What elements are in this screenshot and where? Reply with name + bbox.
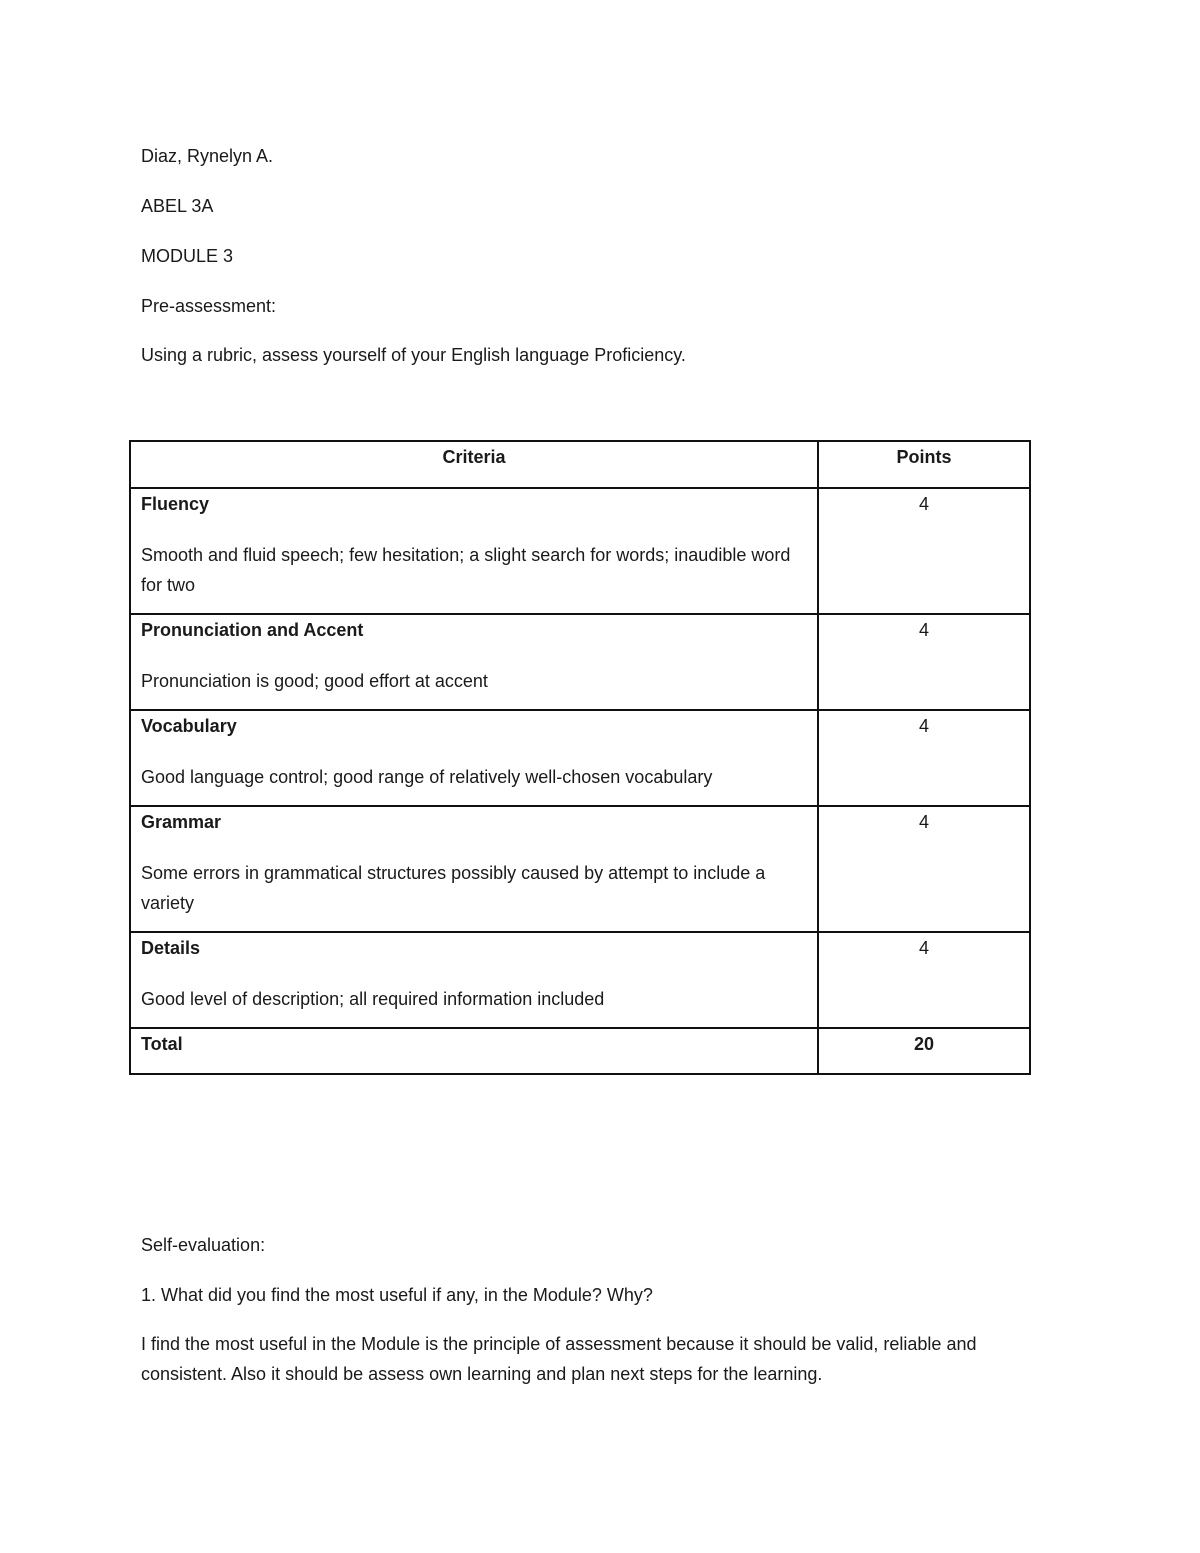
total-points-cell: 20 (818, 1028, 1030, 1074)
criteria-description: Smooth and fluid speech; few hesitation; a slight search for words; inaudible word for two (141, 545, 791, 595)
points-column-header: Points (818, 441, 1030, 488)
criteria-title: Grammar (141, 812, 222, 832)
rubric-table (129, 440, 1031, 1075)
table-row (130, 806, 1030, 932)
self-evaluation-heading: Self-evaluation: (141, 1235, 266, 1255)
table-row (130, 614, 1030, 710)
criteria-description: Some errors in grammatical structures possibly caused by attempt to include a variety (141, 863, 766, 913)
total-label: Total (141, 1034, 183, 1054)
module-label: MODULE 3 (141, 246, 234, 266)
table-row (130, 932, 1030, 1028)
criteria-title: Vocabulary (141, 716, 237, 736)
criteria-cell (130, 488, 818, 614)
points-cell: 4 (818, 614, 1030, 710)
criteria-cell (130, 710, 818, 806)
points-cell: 4 (818, 488, 1030, 614)
points-cell: 4 (818, 806, 1030, 932)
table-header-row (130, 441, 1030, 488)
student-name: Diaz, Rynelyn A. (141, 146, 274, 166)
criteria-column-header: Criteria (130, 441, 818, 488)
table-row (130, 710, 1030, 806)
criteria-cell (130, 932, 818, 1028)
total-row (130, 1028, 1030, 1074)
criteria-description: Good level of description; all required information included (141, 989, 605, 1009)
criteria-title: Fluency (141, 494, 210, 514)
criteria-cell (130, 806, 818, 932)
question-text: 1. What did you find the most useful if any, in the Module? Why? (141, 1285, 653, 1305)
criteria-title: Details (141, 938, 201, 958)
instruction-text: Using a rubric, assess yourself of your English language Proficiency. (141, 345, 686, 365)
table-row (130, 488, 1030, 614)
answer-paragraph: I find the most useful in the Module is the principle of assessment because it should be valid, reliable and consistent. Also it should be assess own learning and plan next steps for the learning. (141, 1334, 977, 1384)
criteria-description: Pronunciation is good; good effort at accent (141, 671, 488, 691)
criteria-cell (130, 614, 818, 710)
total-label-cell (130, 1028, 818, 1074)
pre-assessment-heading: Pre-assessment: (141, 296, 277, 316)
points-cell: 4 (818, 710, 1030, 806)
class-section: ABEL 3A (141, 196, 214, 216)
criteria-description: Good language control; good range of relatively well-chosen vocabulary (141, 767, 713, 787)
criteria-title: Pronunciation and Accent (141, 620, 364, 640)
points-cell: 4 (818, 932, 1030, 1028)
